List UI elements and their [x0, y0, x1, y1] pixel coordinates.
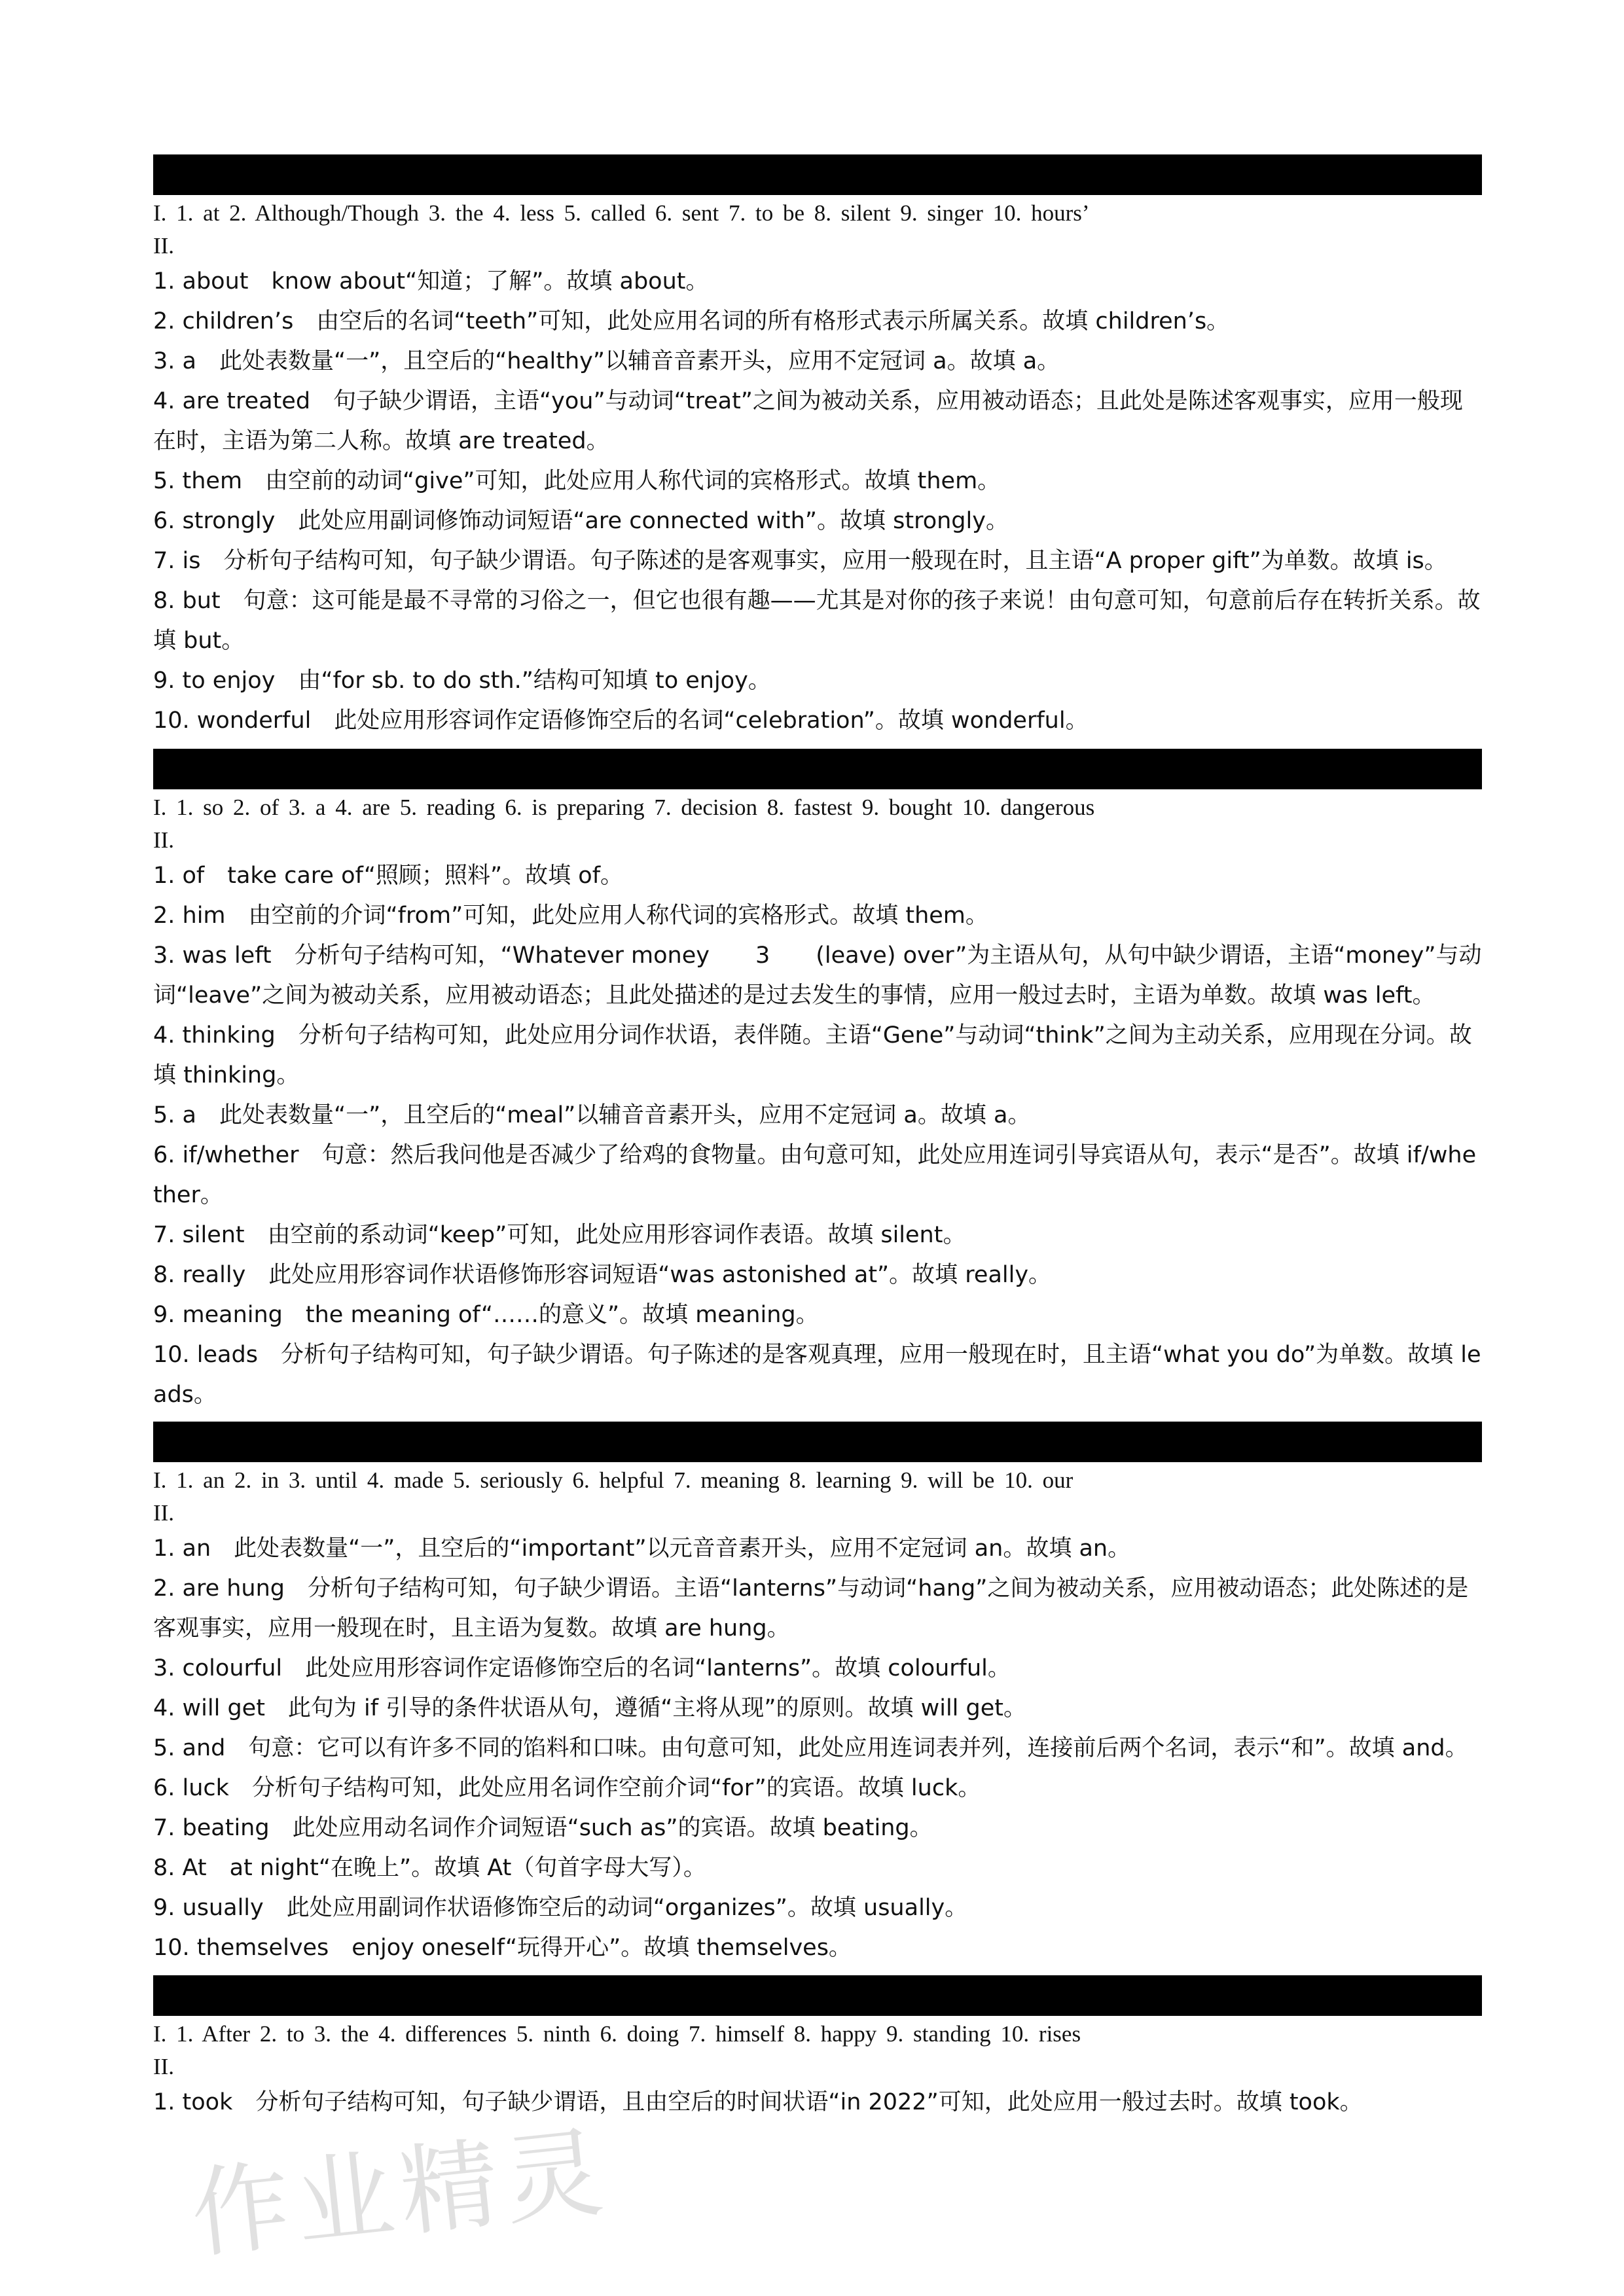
explanation-item: 2. are hung 分析句子结构可知，句子缺少谓语。主语“lanterns”与动词“hang”之间为被动关系，应用被动语态；此处陈述的是客观事实，应用一般现在时，且主语为复数。故填 are hung。 — [153, 1575, 1469, 1641]
explanation-item: 7. silent 由空前的系动词“keep”可知，此处应用形容词作表语。故填 silent。 — [153, 1222, 966, 1248]
section-header-bar — [153, 1422, 1482, 1462]
explanation-item: 4. are treated 句子缺少谓语，主语“you”与动词“treat”之间为被动关系，应用被动语态；且此处是陈述客观事实，应用一般现在时，主语为第二人称。故填 are treated。 — [153, 388, 1463, 454]
explanation-item: 2. children’s 由空后的名词“teeth”可知，此处应用名词的所有格形式表示所属关系。故填 children’s。 — [153, 308, 1230, 334]
explanation-item: 4. will get 此句为 if 引导的条件状语从句，遵循“主将从现”的原则。故填 will get。 — [153, 1695, 1027, 1721]
explanation-item: 1. about know about“知道；了解”。故填 about。 — [153, 268, 709, 295]
explanation-item: 5. them 由空前的动词“give”可知，此处应用人称代词的宾格形式。故填 them。 — [153, 468, 1001, 494]
explanation-item: 1. of take care of“照顾；照料”。故填 of。 — [153, 863, 624, 889]
explanation-item: 5. and 句意：它可以有许多不同的馅料和口味。由句意可知，此处应用连词表并列，连接前后两个名词，表示“和”。故填 and。 — [153, 1735, 1468, 1761]
part1-answer-key: I. 1. an 2. in 3. until 4. made 5. seriously 6. helpful 7. meaning 8. learning 9. will be 10. our — [153, 1467, 1074, 1493]
explanation-item: 1. took 分析句子结构可知，句子缺少谓语，且由空后的时间状语“in 2022”可知，此处应用一般过去时。故填 took。 — [153, 2089, 1363, 2115]
explanation-item: 4. thinking 分析句子结构可知，此处应用分词作状语，表伴随。主语“Gene”与动词“think”之间为主动关系，应用现在分词。故填 thinking。 — [153, 1022, 1472, 1088]
explanation-item: 3. was left 分析句子结构可知，“Whatever money 3 (leave) over”为主语从句，从句中缺少谓语，主语“money”与动词“leave”之间为被动关系，应用被动语态；且此处描述的是过去发生的事情，应用一般过去时，主语为单数。故填 was left。 — [153, 942, 1482, 1009]
explanation-item: 9. meaning the meaning of“……的意义”。故填 meaning。 — [153, 1302, 819, 1328]
answer-section-3 — [153, 1422, 1482, 1968]
answer-section-2 — [153, 749, 1482, 1415]
explanation-item: 6. strongly 此处应用副词修饰动词短语“are connected with”。故填 strongly。 — [153, 508, 1009, 534]
explanation-item: 3. colourful 此处应用形容词作定语修饰空后的名词“lanterns”。故填 colourful。 — [153, 1655, 1011, 1681]
watermark-logo: 作业精灵 — [186, 2115, 615, 2272]
part2-label: II. — [153, 1500, 175, 1526]
section-header-bar — [153, 154, 1482, 195]
explanation-item: 7. is 分析句子结构可知，句子缺少谓语。句子陈述的是客观事实，应用一般现在时，且主语“A proper gift”为单数。故填 is。 — [153, 548, 1447, 574]
explanation-item: 5. a 此处表数量“一”，且空后的“meal”以辅音音素开头，应用不定冠词 a。故填 a。 — [153, 1102, 1031, 1128]
part1-answer-key: I. 1. so 2. of 3. a 4. are 5. reading 6. is preparing 7. decision 8. fastest 9. bought 10. dangerous — [153, 795, 1095, 820]
explanation-item: 1. an 此处表数量“一”，且空后的“important”以元音音素开头，应用不定冠词 an。故填 an。 — [153, 1535, 1131, 1562]
section-header-bar — [153, 749, 1482, 789]
explanation-item: 3. a 此处表数量“一”，且空后的“healthy”以辅音音素开头，应用不定冠词 a。故填 a。 — [153, 348, 1060, 374]
explanation-item: 10. themselves enjoy oneself“玩得开心”。故填 themselves。 — [153, 1935, 852, 1961]
part2-label: II. — [153, 2054, 175, 2079]
explanation-item: 6. luck 分析句子结构可知，此处应用名词作空前介词“for”的宾语。故填 luck。 — [153, 1775, 981, 1801]
answer-section-4 — [153, 1975, 1482, 2123]
section-header-bar — [153, 1975, 1482, 2016]
explanation-item: 10. leads 分析句子结构可知，句子缺少谓语。句子陈述的是客观真理，应用一般现在时，且主语“what you do”为单数。故填 leads。 — [153, 1342, 1481, 1408]
explanation-item: 8. but 句意：这可能是最不寻常的习俗之一，但它也很有趣——尤其是对你的孩子来说！由句意可知，句意前后存在转折关系。故填 but。 — [153, 588, 1481, 654]
answer-section-1 — [153, 154, 1482, 741]
part1-answer-key: I. 1. After 2. to 3. the 4. differences 5. ninth 6. doing 7. himself 8. happy 9. standing 10. rises — [153, 2021, 1081, 2047]
explanation-item: 7. beating 此处应用动名词作介词短语“such as”的宾语。故填 beating。 — [153, 1815, 933, 1841]
part1-answer-key: I. 1. at 2. Although/Though 3. the 4. less 5. called 6. sent 7. to be 8. silent 9. singer 10. hours’ — [153, 200, 1090, 226]
part2-label: II. — [153, 827, 175, 853]
explanation-item: 9. to enjoy 由“for sb. to do sth.”结构可知填 to enjoy。 — [153, 668, 771, 694]
explanation-item: 9. usually 此处应用副词作状语修饰空后的动词“organizes”。故填 usually。 — [153, 1895, 968, 1921]
part2-label: II. — [153, 233, 175, 259]
explanation-item: 8. At at night“在晚上”。故填 At（句首字母大写）。 — [153, 1855, 706, 1881]
explanation-item: 10. wonderful 此处应用形容词作定语修饰空后的名词“celebration”。故填 wonderful。 — [153, 708, 1089, 734]
explanation-item: 2. him 由空前的介词“from”可知，此处应用人称代词的宾格形式。故填 them。 — [153, 903, 988, 929]
explanation-item: 8. really 此处应用形容词作状语修饰形容词短语“was astonished at”。故填 really。 — [153, 1262, 1052, 1288]
explanation-item: 6. if/whether 句意：然后我问他是否减少了给鸡的食物量。由句意可知，此处应用连词引导宾语从句，表示“是否”。故填 if/whether。 — [153, 1142, 1477, 1208]
